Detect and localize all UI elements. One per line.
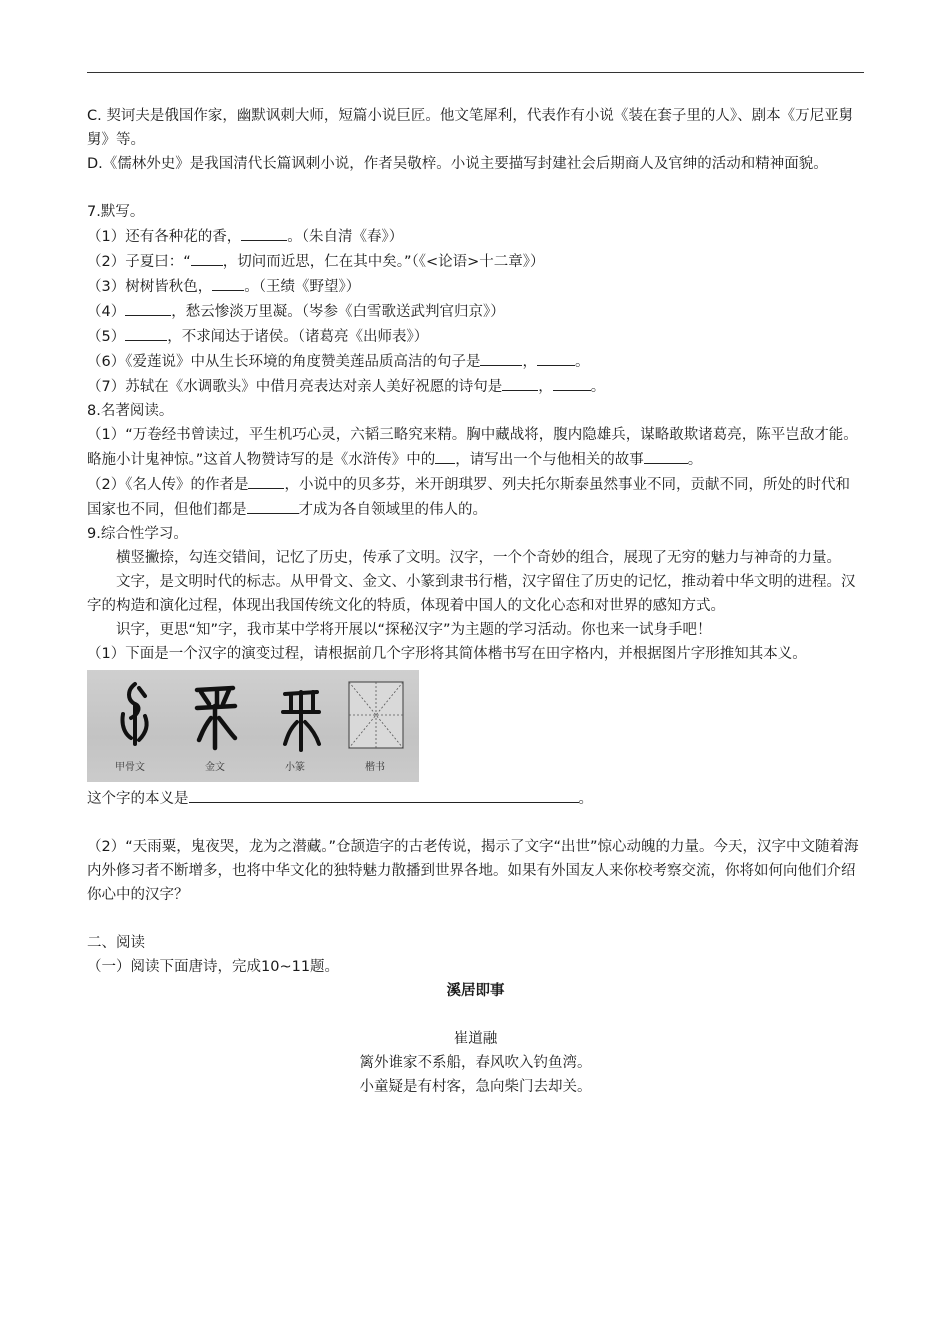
q9-paragraph-1: 横竖撇捺，勾连交错间，记忆了历史，传承了文明。汉字，一个个奇妙的组合，展现了无穷的魅力与神奇的力量。 (116, 550, 841, 566)
poem-line-1: 篱外谁家不系船，春风吹入钓鱼湾。 (359, 1055, 592, 1071)
q8-item-1: （1）“万卷经书曾读过，平生机巧心灵，六韬三略究来精。胸中藏战将，腹内隐雄兵，谋略敢欺诸葛亮，陈平岂敌才能。略施小计鬼神惊。”这首人物赞诗写的是《水浒传》中的 ，请写出一个与他相关的故事 。 (87, 427, 858, 468)
answer-blank[interactable] (212, 274, 244, 291)
tianzige-box (349, 682, 403, 748)
option-d: D.《儒林外史》是我国清代长篇讽刺小说，作者吴敬梓。小说主要描写封建社会后期商人及官绅的活动和精神面貌。 (87, 156, 828, 172)
oracle-bone-glyph (122, 684, 146, 744)
q7-item-5: （5） ，不求闻达于诸侯。（诸葛亮《出师表》） (87, 324, 864, 349)
poem-line-2: 小童疑是有村客，急向柴门去却关。 (359, 1079, 592, 1095)
q7-item-7: （7）苏轼在《水调歌头》中借月亮表达对亲人美好祝愿的诗句是 ， 。 (87, 374, 864, 399)
answer-blank[interactable] (125, 324, 167, 341)
q8-title: 8.名著阅读。 (87, 403, 174, 419)
answer-blank[interactable] (241, 224, 287, 241)
answer-blank[interactable] (191, 249, 223, 266)
q7-item-3: （3）树树皆秋色， 。（王绩《野望》） (87, 274, 864, 299)
q7-item-2: （2）子夏曰：“ ，切问而近思，仁在其中矣。”（《<论语>十二章》） (87, 249, 864, 274)
option-c: C. 契诃夫是俄国作家，幽默讽刺大师，短篇小说巨匠。他文笔犀利，代表作有小说《装在套子里的人》、剧本《万尼亚舅舅》等。 (87, 108, 854, 148)
bronze-glyph (197, 688, 235, 748)
q9-meaning-line: 这个字的本义是 。 (87, 786, 864, 811)
section-2-subtitle: （一）阅读下面唐诗，完成10~11题。 (87, 959, 340, 975)
answer-blank[interactable] (435, 447, 455, 464)
answer-blank[interactable] (248, 472, 284, 489)
answer-blank[interactable] (502, 374, 538, 391)
answer-blank[interactable] (247, 497, 299, 514)
label-regular-script: 楷书 (365, 762, 385, 773)
label-oracle-bone: 甲骨文 (115, 762, 145, 773)
character-evolution-image (87, 670, 419, 782)
q9-title: 9.综合性学习。 (87, 526, 188, 542)
answer-blank[interactable] (553, 374, 591, 391)
answer-blank[interactable] (537, 349, 575, 366)
q7-item-4: （4） ，愁云惨淡万里凝。（岑参《白雪歌送武判官归京》） (87, 299, 864, 324)
poem-author: 崔道融 (453, 1031, 498, 1047)
small-seal-glyph (283, 692, 319, 750)
q9-paragraph-3: 识字，更思“知”字，我市某中学将开展以“探秘汉字”为主题的学习活动。你也来一试身手吧！ (116, 622, 712, 638)
q7-item-1: （1）还有各种花的香， 。（朱自清《春》） (87, 224, 864, 249)
label-bronze: 金文 (205, 762, 225, 773)
q9-sub-2: （2）“天雨粟，鬼夜哭，龙为之潜藏。”仓颉造字的古老传说，揭示了文字“出世”惊心动魄的力量。今天，汉字中文随着海内外修习者不断增多，也将中华文化的独特魅力散播到世界各地。如果有外国友人来你校考察交流，你将如何向他们介绍你心中的汉字？ (87, 839, 859, 903)
document-body (87, 104, 864, 1099)
q7-title: 7.默写。 (87, 204, 145, 220)
q9-sub-1: （1）下面是一个汉字的演变过程，请根据前几个字形将其简体楷书写在田字格内，并根据图片字形推知其本义。 (87, 646, 807, 662)
header-rule (87, 72, 864, 73)
q7-item-6: （6）《爱莲说》中从生长环境的角度赞美莲品质高洁的句子是 ， 。 (87, 349, 864, 374)
answer-blank[interactable] (480, 349, 522, 366)
answer-blank[interactable] (125, 299, 171, 316)
section-2-title: 二、阅读 (87, 935, 145, 951)
poem-title: 溪居即事 (446, 983, 505, 999)
answer-blank[interactable] (189, 786, 579, 803)
q8-item-2: （2）《名人传》的作者是 ，小说中的贝多芬，米开朗琪罗、列夫托尔斯泰虽然事业不同，贡献不同，所处的时代和国家也不同，但他们都是 才成为各自领域里的伟人的。 (87, 472, 864, 522)
answer-blank[interactable] (644, 447, 688, 464)
label-small-seal: 小篆 (285, 762, 305, 773)
q9-paragraph-2: 文字，是文明时代的标志。从甲骨文、金文、小篆到隶书行楷，汉字留住了历史的记忆，推动着中华文明的进程。汉字的构造和演化过程，体现出我国传统文化的特质，体现着中国人的文化心态和对世界的感知方式。 (87, 574, 856, 614)
